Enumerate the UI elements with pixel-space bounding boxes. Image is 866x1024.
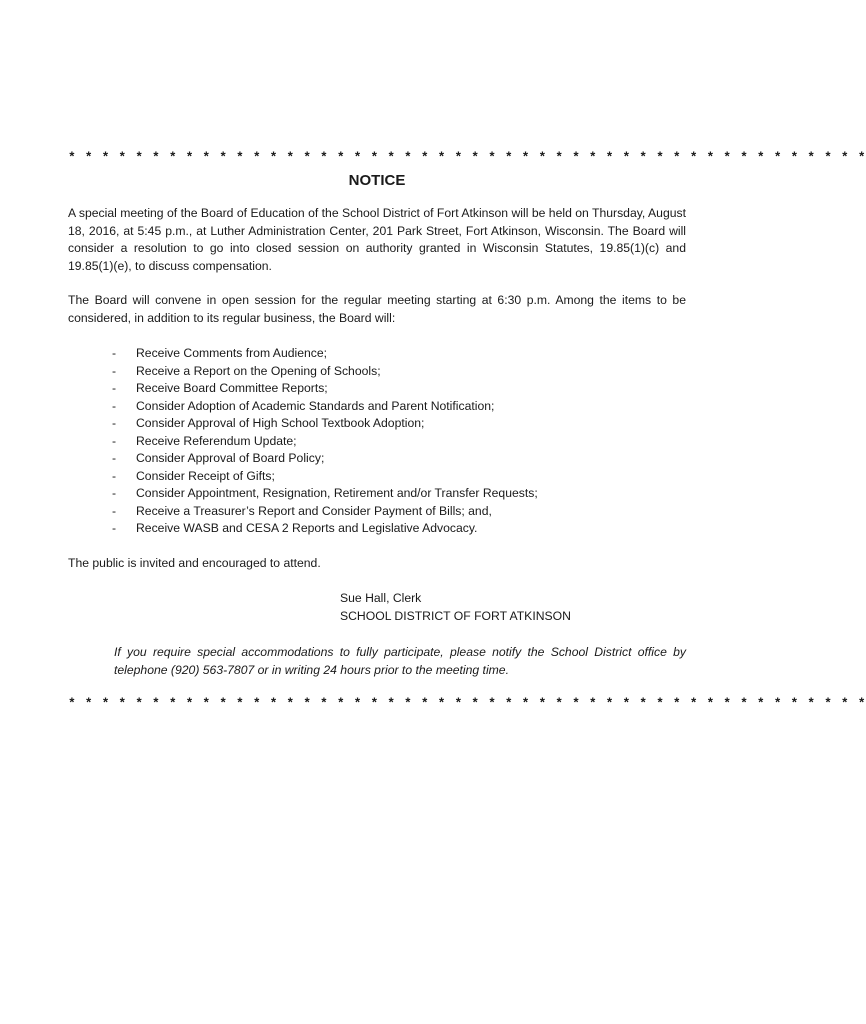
list-item xyxy=(112,503,538,521)
list-item xyxy=(112,450,538,468)
bullet-dash: - xyxy=(112,503,117,518)
list-item xyxy=(112,520,538,538)
top-star-border: * * * * * * * * * * * * * * * * * * * * * * * * * * * * * * * * * * * * * * * * * * * * * * * * xyxy=(68,150,866,165)
list-item xyxy=(112,345,538,363)
open-session-paragraph: The Board will convene in open session for the regular meeting starting at 6:30 p.m. Among the items to be considered, in addition to its regular business, the Board will: xyxy=(68,293,686,325)
list-item xyxy=(112,398,538,416)
meeting-announcement-paragraph: A special meeting of the Board of Education of the School District of Fort Atkinson will be held on Thursday, August 18, 2016, at 5:45 p.m., at Luther Administration Center, 201 Park Street, Fort Atkinson, Wisconsin. The Board will consider a resolution to go into closed session on authority granted in Wisconsin Statutes, 19.85(1)(c) and 19.85(1)(e), to discuss compensation. xyxy=(68,206,686,273)
agenda-item-text: Consider Adoption of Academic Standards and Parent Notification; xyxy=(136,398,495,413)
agenda-item-text: Consider Approval of Board Policy; xyxy=(136,451,325,465)
agenda-item-text: Consider Receipt of Gifts; xyxy=(136,468,275,483)
agenda-item-text: Consider Appointment, Resignation, Retirement and/or Transfer Requests; xyxy=(136,486,538,500)
bullet-dash: - xyxy=(112,451,117,465)
list-item xyxy=(112,415,538,433)
list-item xyxy=(112,485,538,503)
bullet-dash: - xyxy=(112,486,117,500)
list-item xyxy=(112,380,538,398)
bullet-dash: - xyxy=(112,433,117,448)
agenda-list xyxy=(112,345,538,538)
bullet-dash: - xyxy=(112,381,117,395)
agenda-item-text: Consider Approval of High School Textbook Adoption; xyxy=(136,416,425,430)
agenda-item-text: Receive Board Committee Reports; xyxy=(136,381,328,395)
bullet-dash: - xyxy=(112,346,117,360)
bullet-dash: - xyxy=(112,416,117,430)
list-item xyxy=(112,433,538,451)
bottom-star-border: * * * * * * * * * * * * * * * * * * * * * * * * * * * * * * * * * * * * * * * * * * * * * * * * xyxy=(68,696,866,711)
notice-title: NOTICE xyxy=(348,172,406,189)
agenda-item-text: Receive a Treasurer’s Report and Consider Payment of Bills; and, xyxy=(136,503,492,518)
accommodation-note: If you require special accommodations to fully participate, please notify the School District office by telephone (920) 563-7807 or in writing 24 hours prior to the meeting time. xyxy=(114,645,686,677)
agenda-item-text: Receive Referendum Update; xyxy=(136,433,297,448)
list-item xyxy=(112,468,538,486)
bullet-dash: - xyxy=(112,468,117,483)
signature-organization: SCHOOL DISTRICT OF FORT ATKINSON xyxy=(340,609,571,623)
signature-name: Sue Hall, Clerk xyxy=(340,591,422,605)
closing-statement: The public is invited and encouraged to attend. xyxy=(68,556,321,570)
list-item xyxy=(112,363,538,381)
agenda-item-text: Receive Comments from Audience; xyxy=(136,346,328,360)
bullet-dash: - xyxy=(112,398,117,413)
bullet-dash: - xyxy=(112,363,117,378)
bullet-dash: - xyxy=(112,521,117,535)
agenda-item-text: Receive WASB and CESA 2 Reports and Legislative Advocacy. xyxy=(136,521,478,535)
agenda-item-text: Receive a Report on the Opening of Schools; xyxy=(136,363,381,378)
